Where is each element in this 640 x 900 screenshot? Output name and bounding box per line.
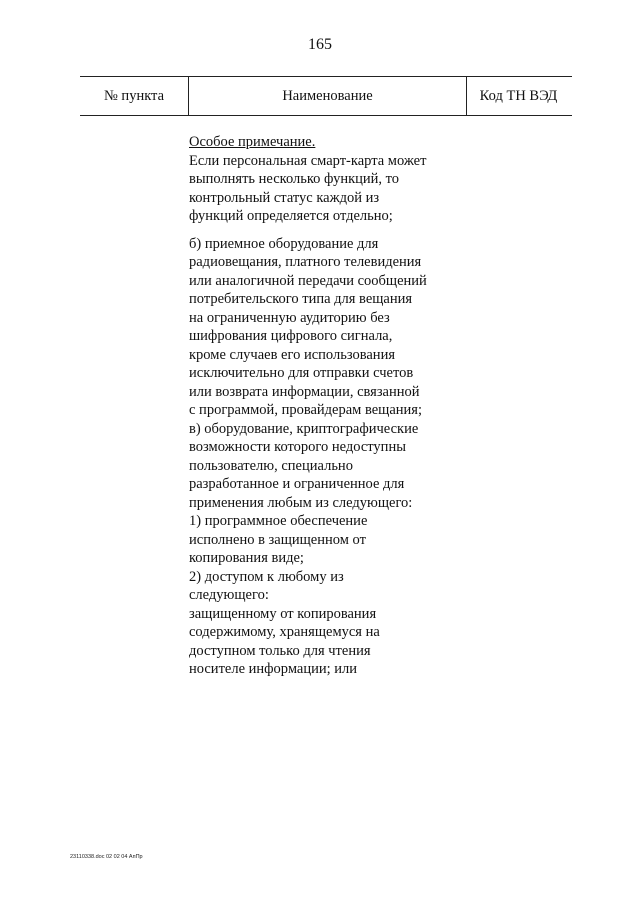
body-line: радиовещания, платного телевидения (189, 254, 422, 270)
column-header-code: Код ТН ВЭД (479, 88, 558, 104)
note-line: выполнять несколько функций, то (189, 171, 400, 187)
body-line: исполнено в защищенном от (189, 531, 366, 548)
body-line: 2) доступом к любому из (189, 568, 344, 585)
body-line: доступном только для чтения (189, 642, 371, 659)
body-line: разработанное и ограниченное для (189, 476, 405, 492)
body-line: пользователю, специально (189, 457, 353, 474)
footer-doc-id: 23110338.doc 02 02 04 АпПр (70, 854, 143, 860)
body-line: с программой, провайдерам вещания; (189, 402, 422, 418)
note-line: функций определяется отдельно; (189, 208, 393, 224)
body-line: шифрования цифрового сигнала, (189, 328, 393, 344)
body-line: потребительского типа для вещания (189, 291, 413, 307)
note-line: Если персональная смарт-карта может (189, 152, 427, 169)
column-header-number: № пункта (103, 88, 165, 104)
body-line: содержимому, хранящемуся на (189, 624, 380, 640)
document-body (189, 133, 489, 679)
body-line: исключительно для отправки счетов (189, 365, 414, 381)
body-line: защищенному от копирования (189, 605, 377, 622)
note-title: Особое примечание. (189, 134, 316, 150)
body-line: на ограниченную аудиторию без (189, 309, 390, 326)
body-line: 1) программное обеспечение (189, 513, 368, 529)
table-header (80, 76, 572, 116)
body-line: или аналогичной передачи сообщений (189, 272, 427, 289)
body-line: применения любым из следующего: (189, 494, 413, 511)
body-line: в) оборудование, криптографические (189, 420, 419, 437)
note-line: контрольный статус каждой из (189, 189, 380, 206)
body-line: копирования виде; (189, 550, 304, 566)
paragraph-gap (189, 226, 489, 235)
body-line: б) приемное оборудование для (189, 235, 379, 252)
body-line: возможности которого недоступны (189, 439, 406, 455)
body-line: кроме случаев его использования (189, 346, 395, 363)
body-line: носителе информации; или (189, 661, 358, 677)
page-number: 165 (308, 36, 332, 53)
body-line: или возврата информации, связанной (189, 383, 420, 400)
column-header-name: Наименование (188, 77, 467, 115)
body-line: следующего: (189, 587, 269, 603)
